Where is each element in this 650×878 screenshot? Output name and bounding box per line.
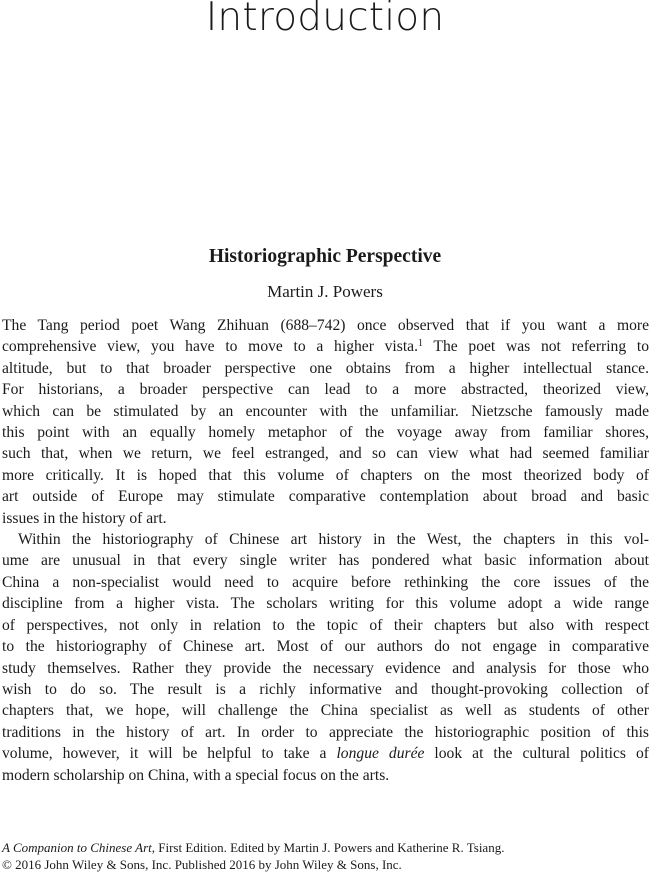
italic-phrase: longue durée (336, 745, 425, 763)
text-line: discipline from a higher vista. The scholars writing for this volume adopt a wide range (2, 595, 649, 613)
text-line: more critically. It is hoped that this volume of chapters on the most theorized body of (2, 466, 649, 484)
text-line: traditions in the history of art. In order to appreciate the historiographic position of this (2, 723, 649, 741)
author-name: Martin J. Powers (267, 282, 383, 301)
text-line: study themselves. Rather they provide the necessary evidence and analysis for those who (2, 659, 649, 677)
book-title: A Companion to Chinese Art (2, 840, 152, 855)
text-run: comprehensive view, you have to move to a higher vista. (2, 338, 418, 356)
text-line: to the historiography of Chinese art. Most of our authors do not engage in comparative (2, 638, 649, 656)
text-run: look at the cultural politics of (424, 745, 649, 763)
text-run: volume, however, it will be helpful to take a (2, 745, 337, 763)
text-line: ume are unusual in that every single writer has pondered what basic information about (2, 552, 649, 570)
footer-line: © 2016 John Wiley & Sons, Inc. Published 2016 by John Wiley & Sons, Inc. (2, 856, 402, 872)
text-line (2, 336, 649, 357)
text-line: The Tang period poet Wang Zhihuan (688–742) once observed that if you want a more (2, 317, 649, 334)
text-line: altitude, but to that broader perspective one obtains from a higher intellectual stance. (2, 359, 649, 377)
text-line: of perspectives, not only in relation to the topic of their chapters but also with respect (2, 616, 649, 634)
body-text (2, 315, 649, 786)
paragraph-2 (2, 529, 649, 786)
chapter-title: Introduction (205, 0, 445, 40)
text-line: this point with an equally homely metaphor of the voyage away from familiar shores, (2, 424, 649, 442)
text-line: chapters that, we hope, will challenge the China specialist as well as students of other (2, 702, 649, 720)
footnote-reference[interactable]: 1 (417, 338, 423, 350)
footer-line (2, 840, 642, 857)
section-heading: Historiographic Perspective (208, 246, 442, 267)
paragraph-1 (2, 315, 649, 529)
text-line: For historians, a broader perspective can lead to a more abstracted, theorized view, (2, 381, 649, 399)
text-line (2, 743, 649, 764)
copyright-footer (2, 840, 642, 873)
text-line: art outside of Europe may stimulate comparative contemplation about broad and basic (2, 488, 649, 506)
text-line: which can be stimulated by an encounter with the unfamiliar. Nietzsche famously made (2, 402, 649, 420)
text-line: modern scholarship on China, with a special focus on the arts. (2, 766, 390, 784)
text-line: issues in the history of art. (2, 509, 167, 527)
text-line: Within the historiography of Chinese art history in the West, the chapters in this vol- (18, 531, 649, 549)
text-run: The poet was not referring to (422, 338, 650, 356)
text-line: wish to do so. The result is a richly informative and thought-provoking collection of (2, 680, 649, 698)
text-line: China a non-specialist would need to acquire before rethinking the core issues of the (2, 573, 649, 591)
text-line: such that, when we return, we feel estranged, and so can view what had seemed familiar (2, 445, 649, 463)
text-run: , First Edition. Edited by Martin J. Powers and Katherine R. Tsiang. (151, 840, 505, 855)
